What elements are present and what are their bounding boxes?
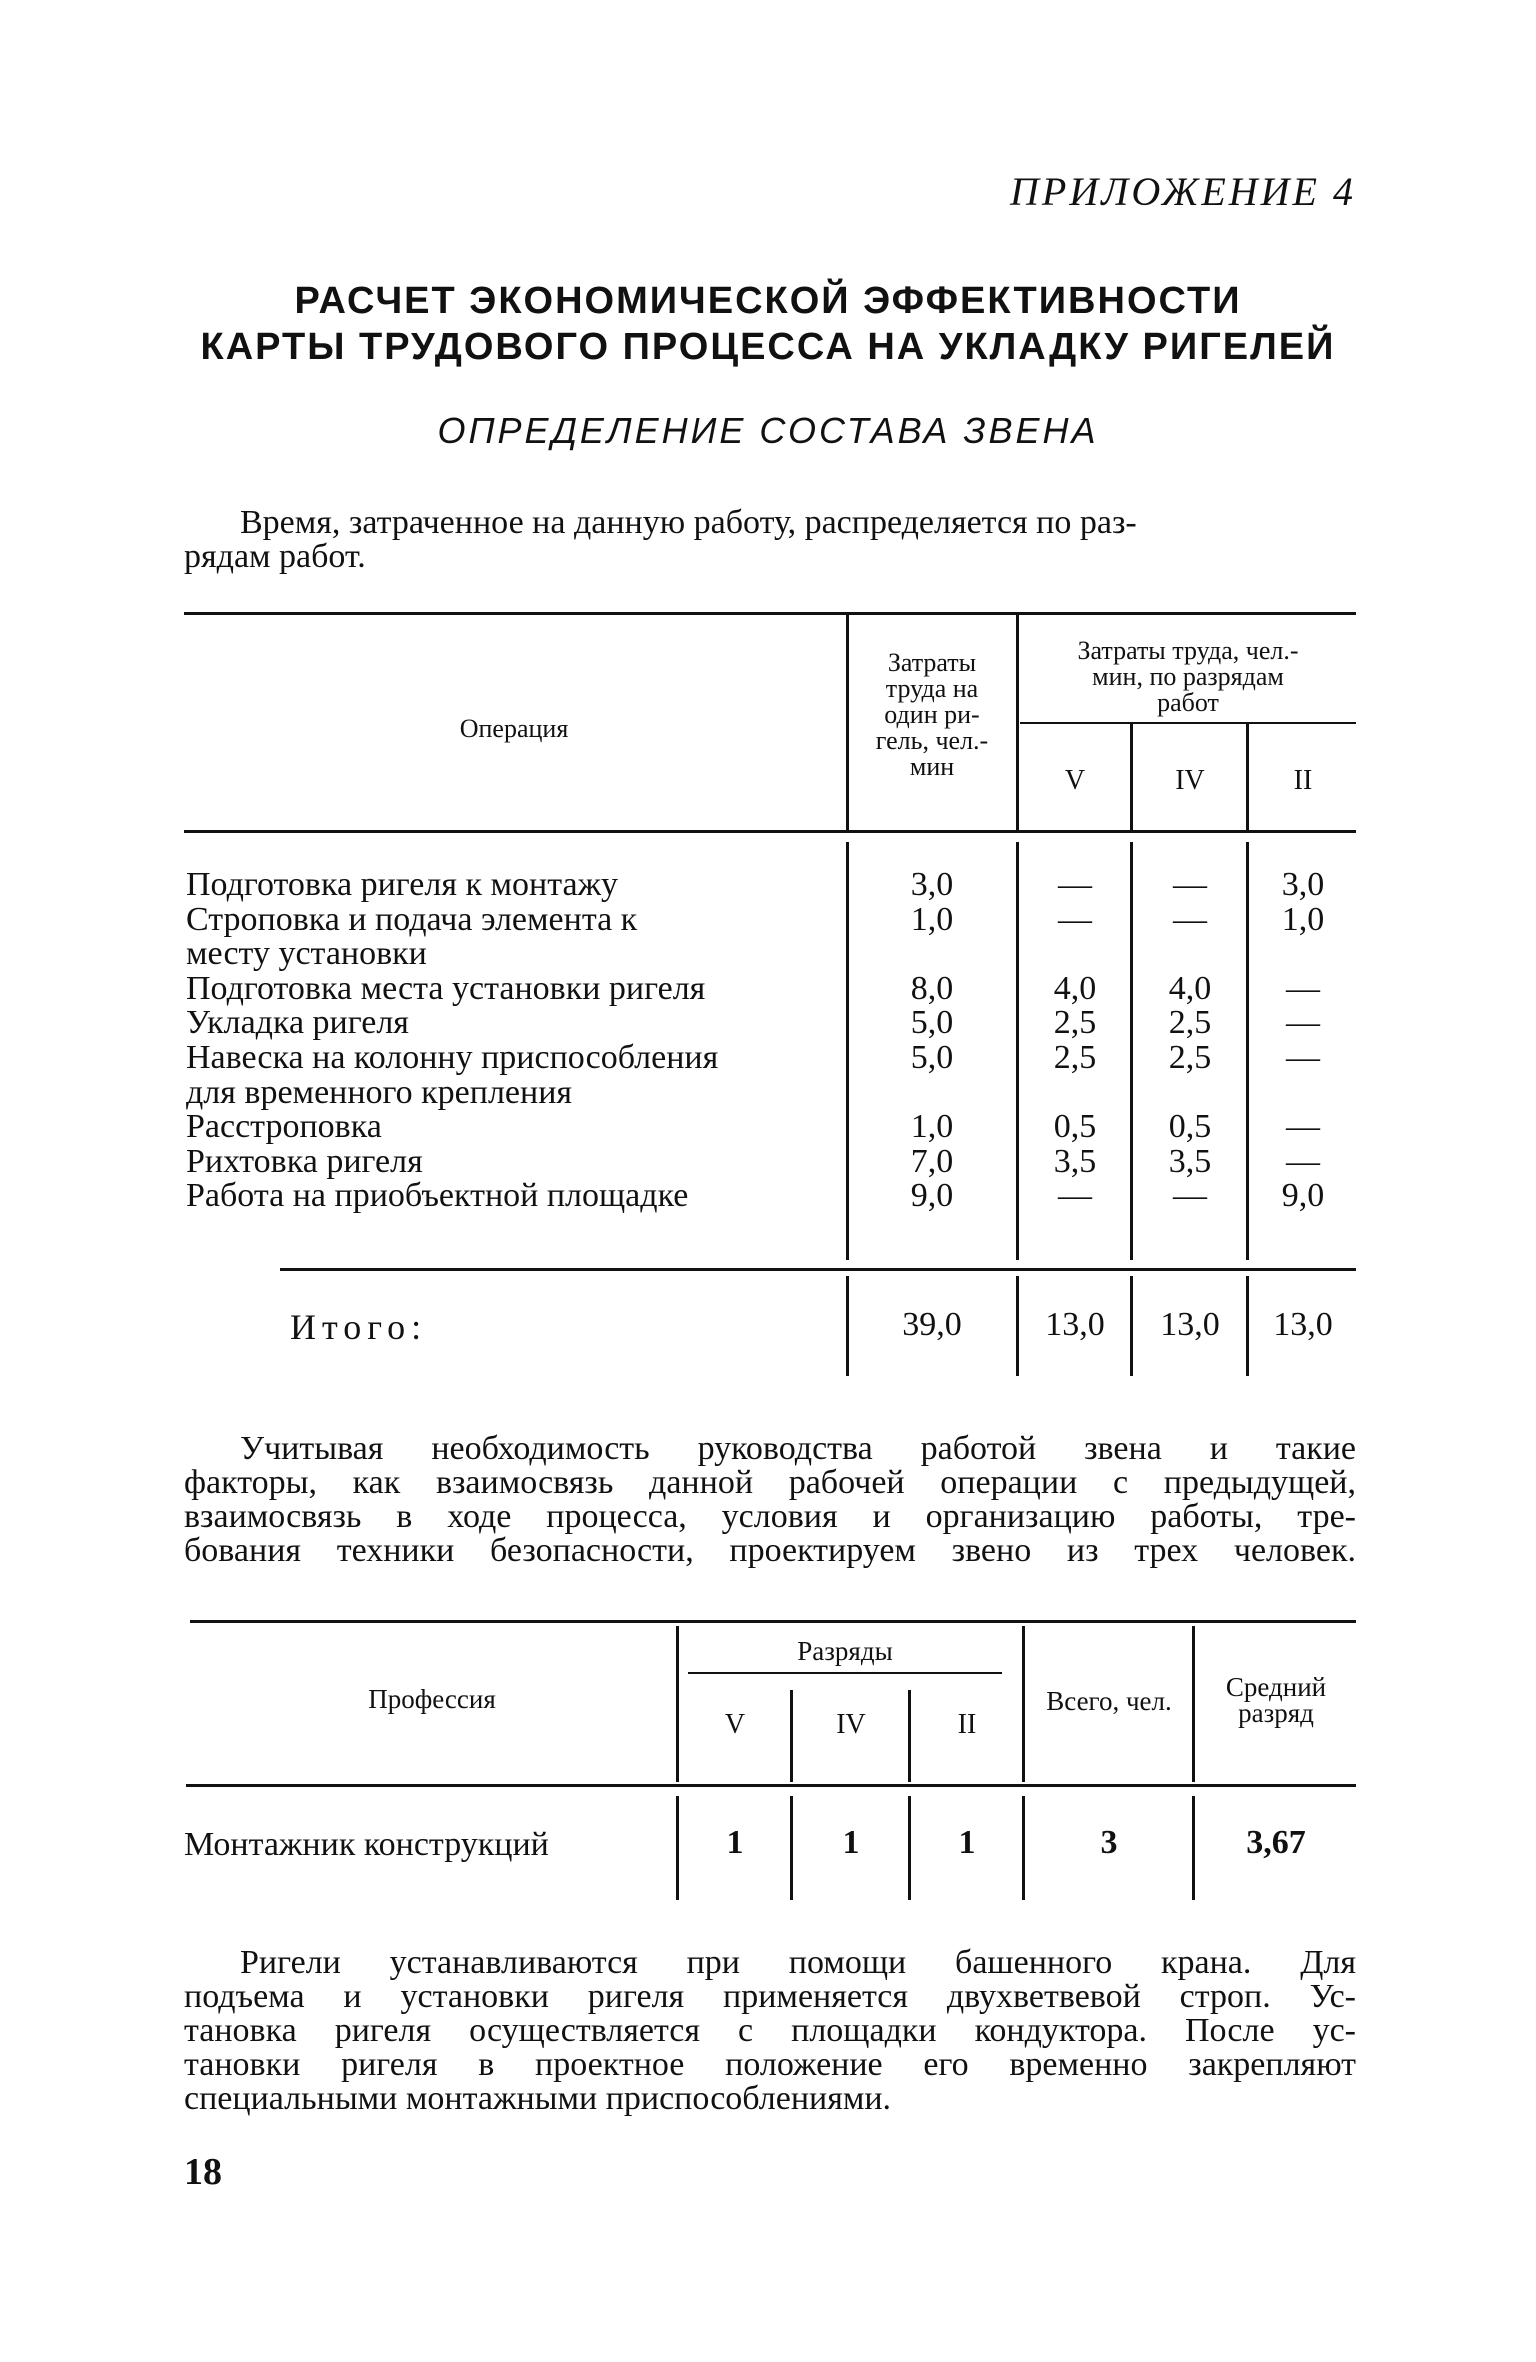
total-cost: 39,0 xyxy=(902,1306,962,1343)
table1-vline xyxy=(1130,724,1133,830)
installation-paragraph xyxy=(184,1946,1356,2116)
header-grade-ii: II xyxy=(957,1709,977,1740)
count-grade-iv: 1 xyxy=(842,1824,860,1861)
paragraph-line: бования техники безопасности, проектируем звено из трех человек. xyxy=(184,1532,1356,1569)
operations-column xyxy=(186,868,836,1214)
count-grade-ii: 1 xyxy=(958,1824,976,1861)
title-line-2: КАРТЫ ТРУДОВОГО ПРОЦЕССА НА УКЛАДКУ РИГЕЛЕЙ xyxy=(200,326,1336,368)
total-grade-v: 13,0 xyxy=(1045,1306,1105,1343)
header-grade-ii: II xyxy=(1293,765,1313,796)
table1-vline xyxy=(1246,724,1249,830)
paragraph-line: тановки ригеля в проектное положение его временно закрепляют xyxy=(184,2046,1356,2083)
section-subtitle: ОПРЕДЕЛЕНИЕ СОСТАВА ЗВЕНА xyxy=(437,410,1099,451)
table1-vline xyxy=(1130,1276,1133,1376)
header-grade-v: V xyxy=(724,1709,746,1740)
header-grade-v: V xyxy=(1064,765,1086,796)
table1-vline xyxy=(846,614,849,830)
page-number: 18 xyxy=(184,2151,222,2193)
table1-vline xyxy=(1246,1276,1249,1376)
table1-vline xyxy=(1016,842,1019,1260)
paragraph-line: взаимосвязь в ходе процесса, условия и организацию работы, тре- xyxy=(184,1498,1356,1535)
table1-vline xyxy=(846,1276,849,1376)
table2-vline xyxy=(676,1796,679,1900)
operation-row: Подготовка места установки ригеля xyxy=(186,969,706,1007)
total-grade-ii: 13,0 xyxy=(1273,1306,1333,1343)
paragraph-line: Ригели устанавливаются при помощи башенного крана. Для xyxy=(240,1944,1356,1981)
count-grade-v: 1 xyxy=(726,1824,744,1861)
table1-vline xyxy=(1016,614,1019,830)
table2-vline xyxy=(1192,1626,1195,1782)
table1-top-rule xyxy=(184,612,1356,615)
operation-row: Навеска на колонну приспособления xyxy=(186,1038,719,1076)
intro-paragraph xyxy=(184,506,1356,574)
table2-vline xyxy=(1022,1626,1025,1782)
cost-total-column: 3,0 1,0 8,0 5,0 5,0 1,0 7,0 9,0 xyxy=(910,866,954,1215)
intro-line: рядам работ. xyxy=(184,538,366,575)
table2-vline xyxy=(908,1796,911,1900)
table2-vline xyxy=(790,1796,793,1900)
operation-row: Строповка и подача элемента к xyxy=(186,900,638,938)
paragraph-line: подъема и установки ригеля применяется двухветвевой строп. Ус- xyxy=(184,1978,1356,2015)
operation-row: Подготовка ригеля к монтажу xyxy=(186,866,619,903)
header-cost-per-unit: Затраты труда на один ри- гель, чел.- мин xyxy=(875,648,989,781)
header-grade-iv: IV xyxy=(836,1709,866,1740)
table1-total-rule xyxy=(280,1268,1356,1271)
table2-top-rule xyxy=(190,1620,1356,1623)
header-operation: Операция xyxy=(459,714,569,743)
intro-line: Время, затраченное на данную работу, распределяется по раз- xyxy=(240,504,1137,541)
table1-vline xyxy=(1016,1276,1019,1376)
table2-grades-rule xyxy=(688,1672,1002,1674)
operation-row: Рихтовка ригеля xyxy=(186,1142,423,1180)
table2-header-rule xyxy=(186,1784,1356,1787)
grade-v-column: — — 4,0 2,5 2,5 0,5 3,5 — xyxy=(1053,866,1097,1215)
header-grades: Разряды xyxy=(797,1636,893,1666)
table2-vline xyxy=(908,1690,911,1782)
table2-vline xyxy=(676,1626,679,1782)
header-profession: Профессия xyxy=(368,1684,496,1714)
paragraph-line: специальными монтажными приспособлениями. xyxy=(184,2080,892,2117)
table2-vline xyxy=(790,1690,793,1782)
table1-header-rule xyxy=(184,830,1356,833)
avg-grade-value: 3,67 xyxy=(1246,1824,1306,1861)
operation-row: месту установки xyxy=(186,935,427,973)
header-total: Всего, чел. xyxy=(1046,1686,1172,1716)
profession-name: Монтажник конструкций xyxy=(184,1826,549,1863)
table1-vline xyxy=(1246,842,1249,1260)
paragraph-line: факторы, как взаимосвязь данной рабочей операции с предыдущей, xyxy=(184,1464,1356,1501)
header-avg-grade: Средний разряд xyxy=(1225,1672,1327,1728)
table2-vline xyxy=(1022,1796,1025,1900)
grade-iv-column: — — 4,0 2,5 2,5 0,5 3,5 — xyxy=(1168,866,1212,1215)
operation-row: Расстроповка xyxy=(186,1108,382,1146)
operation-row: Работа на приобъектной площадке xyxy=(186,1177,689,1215)
operation-row: Укладка ригеля xyxy=(186,1004,409,1042)
total-label: Итого: xyxy=(290,1307,428,1347)
paragraph-line: тановка ригеля осуществляется с площадки кондуктора. После ус- xyxy=(184,2012,1356,2049)
table1-vline xyxy=(846,842,849,1260)
table2-vline xyxy=(1192,1796,1195,1900)
title-line-1: РАСЧЕТ ЭКОНОМИЧЕСКОЙ ЭФФЕКТИВНОСТИ xyxy=(294,280,1242,322)
table1-grade-rule xyxy=(1020,722,1356,724)
header-grade-iv: IV xyxy=(1175,765,1205,796)
count-total: 3 xyxy=(1100,1824,1118,1861)
total-grade-iv: 13,0 xyxy=(1160,1306,1220,1343)
appendix-label: ПРИЛОЖЕНИЕ 4 xyxy=(1010,169,1356,214)
operation-row: для временного крепления xyxy=(186,1073,573,1111)
header-cost-by-grade: Затраты труда, чел.- мин, по разрядам работ xyxy=(1077,636,1299,717)
paragraph-line: Учитывая необходимость руководства работой звена и такие xyxy=(240,1430,1356,1467)
table1-vline xyxy=(1130,842,1133,1260)
team-paragraph xyxy=(184,1432,1356,1568)
grade-ii-column: 3,0 1,0 — — — — — 9,0 xyxy=(1281,866,1325,1215)
